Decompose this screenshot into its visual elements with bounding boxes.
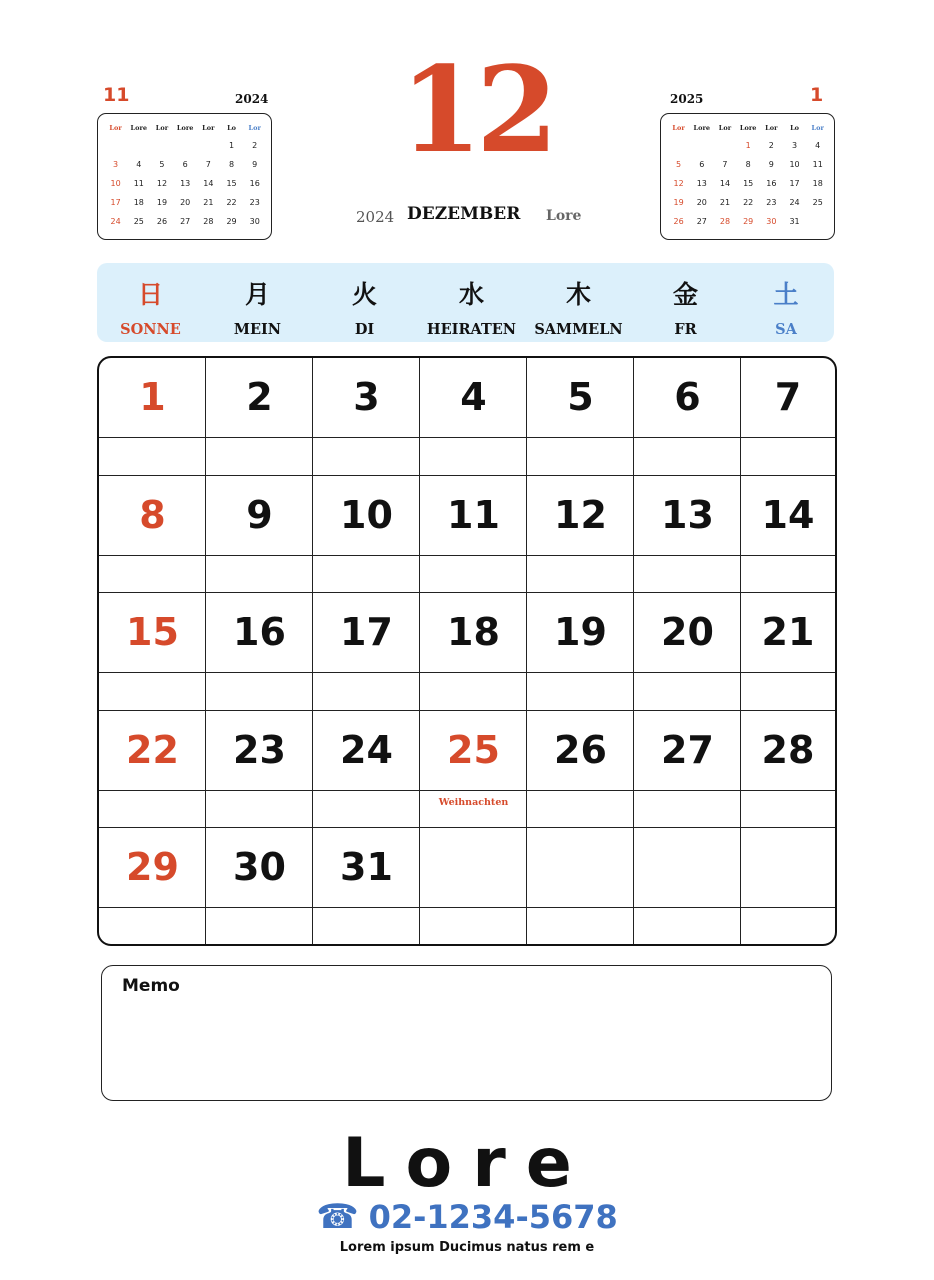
prev_month-day-cell: 15 — [226, 179, 237, 188]
weekday-2 — [204, 263, 311, 342]
weekday-1 — [97, 263, 204, 342]
day-cell[interactable]: 21 — [761, 610, 815, 654]
next_month-header-cell: Lore — [739, 124, 757, 132]
next-month-year: 2025 — [670, 92, 704, 106]
prev_month-day-cell: 20 — [180, 198, 191, 207]
day-cell[interactable]: 18 — [447, 610, 500, 654]
prev_month-header-cell: Lor — [155, 124, 169, 132]
next_month-day-cell — [667, 136, 690, 155]
prev_month-day-cell — [197, 136, 220, 155]
day-cell[interactable]: 1 — [139, 375, 166, 419]
next_month-day-cell: 30 — [766, 217, 777, 226]
next_month-day-cell: 15 — [743, 179, 754, 188]
next_month-day-cell: 25 — [812, 198, 823, 207]
day-cell[interactable]: 29 — [126, 845, 179, 889]
prev_month-day-cell: 12 — [156, 179, 168, 188]
next_month-day-cell: 7 — [722, 160, 728, 169]
weekday-kanji: 木 — [565, 280, 591, 309]
day-cell[interactable]: 3 — [353, 375, 380, 419]
grid-subrow-line — [99, 672, 835, 673]
day-cell[interactable]: 24 — [340, 727, 393, 772]
day-cell[interactable]: 26 — [554, 727, 607, 772]
prev_month-day-cell: 24 — [110, 217, 121, 226]
title-subtitle: Lore — [546, 208, 582, 224]
prev-month-number: 11 — [103, 84, 130, 106]
day-cell[interactable]: 16 — [233, 610, 286, 654]
prev_month-header-cell: Lor — [202, 124, 215, 132]
day-cell[interactable]: 2 — [246, 375, 273, 419]
day-cell[interactable]: 6 — [674, 375, 701, 419]
weekday-name: SA — [775, 321, 797, 338]
month-grid — [97, 356, 837, 946]
day-cell[interactable]: 7 — [774, 375, 802, 419]
prev_month-day-cell: 27 — [180, 217, 191, 226]
next_month-day-cell: 5 — [676, 160, 682, 169]
prev_month-header-cell: Lo — [227, 124, 236, 132]
weekday-name: HEIRATEN — [426, 321, 517, 338]
grid-subrow-line — [99, 437, 835, 438]
day-cell[interactable]: 11 — [447, 492, 500, 537]
day-cell[interactable]: 12 — [554, 492, 607, 537]
next_month-day-cell: 4 — [815, 141, 821, 150]
prev_month-header-cell: Lor — [248, 124, 261, 132]
weekday-name: FR — [674, 321, 697, 338]
grid-subrow-line — [99, 555, 835, 556]
weekday-3 — [311, 263, 418, 342]
next_month-day-cell: 24 — [789, 198, 800, 207]
weekday-5 — [525, 263, 632, 342]
prev_month-day-cell: 8 — [228, 160, 235, 169]
day-cell[interactable]: 25 — [447, 727, 500, 772]
day-cell[interactable]: 31 — [340, 845, 393, 889]
next_month-day-cell: 3 — [791, 141, 798, 150]
prev_month-day-cell: 3 — [113, 160, 119, 169]
phone-number: 02-1234-5678 — [368, 1198, 618, 1236]
next_month-day-cell: 9 — [768, 160, 774, 169]
day-cell[interactable]: 22 — [126, 727, 179, 772]
month-number: 12 — [400, 40, 553, 179]
next_month-day-cell — [690, 136, 713, 155]
day-cell[interactable]: 9 — [246, 492, 273, 537]
day-cell[interactable]: 8 — [139, 492, 166, 537]
telephone-icon: ☎ — [316, 1197, 359, 1237]
brand-name: Lore — [342, 1124, 592, 1203]
next_month-day-cell: 22 — [743, 198, 754, 207]
memo-label: Memo — [122, 976, 180, 996]
prev_month-day-cell: 26 — [156, 217, 168, 226]
next_month-day-cell: 2 — [768, 141, 774, 150]
next_month-header-cell: Lore — [693, 124, 711, 132]
prev_month-day-cell: 29 — [226, 217, 237, 226]
next_month-day-cell: 10 — [789, 160, 800, 169]
prev_month-day-cell: 19 — [156, 198, 168, 207]
prev_month-day-cell: 9 — [252, 160, 258, 169]
next_month-day-cell: 17 — [789, 179, 800, 188]
next_month-header-cell: Lo — [790, 124, 799, 132]
next_month-header-cell: Lor — [811, 124, 824, 132]
prev_month-day-cell: 17 — [110, 198, 121, 207]
next_month-day-cell: 27 — [696, 217, 707, 226]
next_month-header-cell: Lor — [672, 124, 685, 132]
weekday-kanji: 日 — [137, 280, 163, 309]
prev_month-header-cell: Lore — [130, 124, 148, 132]
prev_month-day-cell: 16 — [249, 179, 260, 188]
weekday-6 — [632, 263, 739, 342]
prev_month-header-cell: Lor — [109, 124, 122, 132]
day-cell[interactable] — [634, 828, 741, 906]
phone-row — [0, 1197, 934, 1237]
weekday-name: SAMMELN — [534, 321, 623, 338]
next_month-header-cell: Lor — [718, 124, 732, 132]
memo-box[interactable] — [101, 965, 832, 1101]
day-cell[interactable]: 5 — [567, 375, 594, 419]
prev-month-calendar — [97, 113, 272, 240]
prev_month-day-cell: 13 — [180, 179, 191, 188]
prev_month-day-cell: 28 — [203, 217, 214, 226]
next_month-day-cell: 20 — [696, 198, 707, 207]
next_month-day-cell: 11 — [812, 160, 823, 169]
next_month-day-cell: 18 — [812, 179, 823, 188]
grid-subrow-line — [99, 790, 835, 791]
prev_month-day-cell: 5 — [159, 160, 165, 169]
day-cell[interactable]: 10 — [340, 492, 393, 537]
grid-subrow-line — [99, 907, 835, 908]
next_month-day-cell — [713, 136, 736, 155]
next_month-day-cell: 21 — [719, 198, 731, 207]
weekday-kanji: 水 — [458, 280, 484, 309]
prev_month-day-cell: 1 — [228, 141, 235, 150]
day-cell[interactable] — [420, 828, 527, 906]
next_month-day-cell: 16 — [766, 179, 777, 188]
prev_month-day-cell: 18 — [133, 198, 144, 207]
weekday-4 — [418, 263, 525, 342]
next_month-day-cell: 8 — [745, 160, 751, 169]
weekday-kanji: 金 — [672, 280, 698, 309]
prev_month-day-cell — [104, 136, 127, 155]
prev_month-day-cell: 30 — [249, 217, 260, 226]
next_month-day-cell: 23 — [766, 198, 777, 207]
next_month-day-cell: 12 — [673, 179, 684, 188]
prev_month-day-cell: 7 — [205, 160, 211, 169]
prev_month-day-cell: 11 — [133, 179, 144, 188]
prev_month-day-cell: 10 — [110, 179, 121, 188]
day-cell[interactable]: 19 — [554, 610, 607, 654]
prev_month-day-cell: 25 — [133, 217, 144, 226]
weekday-name: MEIN — [233, 321, 282, 338]
next_month-day-cell: 29 — [743, 217, 754, 226]
prev-month-year: 2024 — [235, 92, 269, 106]
prev_month-day-cell — [150, 136, 173, 155]
prev_month-day-cell: 4 — [136, 160, 142, 169]
next_month-day-cell: 1 — [745, 141, 751, 150]
prev_month-day-cell: 6 — [182, 160, 188, 169]
next-month-calendar — [660, 113, 835, 240]
weekday-7 — [739, 263, 833, 342]
day-cell[interactable] — [527, 828, 634, 906]
weekday-banner — [97, 263, 834, 342]
prev_month-day-cell: 21 — [203, 198, 214, 207]
prev_month-day-cell: 2 — [252, 141, 258, 150]
day-cell[interactable]: 30 — [233, 845, 286, 889]
next-month-number: 1 — [810, 84, 824, 106]
title-year: 2024 — [356, 208, 395, 226]
day-cell[interactable]: 4 — [460, 375, 487, 419]
day-cell[interactable] — [741, 828, 835, 906]
day-cell[interactable]: 28 — [761, 727, 815, 772]
next_month-day-cell: 13 — [696, 179, 707, 188]
next_month-header-cell: Lor — [765, 124, 778, 132]
day-cell[interactable]: 13 — [661, 492, 714, 537]
next_month-day-cell: 28 — [719, 217, 731, 226]
weekday-kanji: 土 — [773, 280, 799, 309]
day-cell[interactable]: 27 — [661, 727, 714, 772]
weekday-kanji: 月 — [244, 280, 270, 309]
prev_month-day-cell — [174, 136, 197, 155]
day-cell[interactable]: 15 — [126, 610, 179, 654]
day-cell[interactable]: 17 — [340, 610, 393, 654]
prev_month-day-cell: 23 — [249, 198, 260, 207]
next_month-day-cell: 6 — [699, 160, 705, 169]
day-cell[interactable]: 23 — [233, 727, 286, 772]
tagline: Lorem ipsum Ducimus natus rem e — [339, 1240, 595, 1255]
day-cell[interactable]: 20 — [661, 610, 714, 654]
holiday-label: Weihnachten — [438, 796, 509, 808]
next_month-day-cell: 31 — [789, 217, 800, 226]
weekday-name: SONNE — [120, 321, 181, 338]
prev_month-header-cell: Lore — [176, 124, 194, 132]
next_month-day-cell — [806, 212, 829, 231]
month-name: DEZEMBER — [407, 204, 521, 224]
weekday-kanji: 火 — [351, 280, 377, 309]
next_month-day-cell: 14 — [719, 179, 731, 188]
prev_month-day-cell: 22 — [226, 198, 237, 207]
next_month-day-cell: 19 — [673, 198, 684, 207]
next_month-day-cell: 26 — [673, 217, 684, 226]
prev_month-day-cell — [127, 136, 150, 155]
weekday-name: DI — [354, 321, 375, 338]
prev_month-day-cell: 14 — [203, 179, 214, 188]
day-cell[interactable]: 14 — [761, 492, 815, 537]
